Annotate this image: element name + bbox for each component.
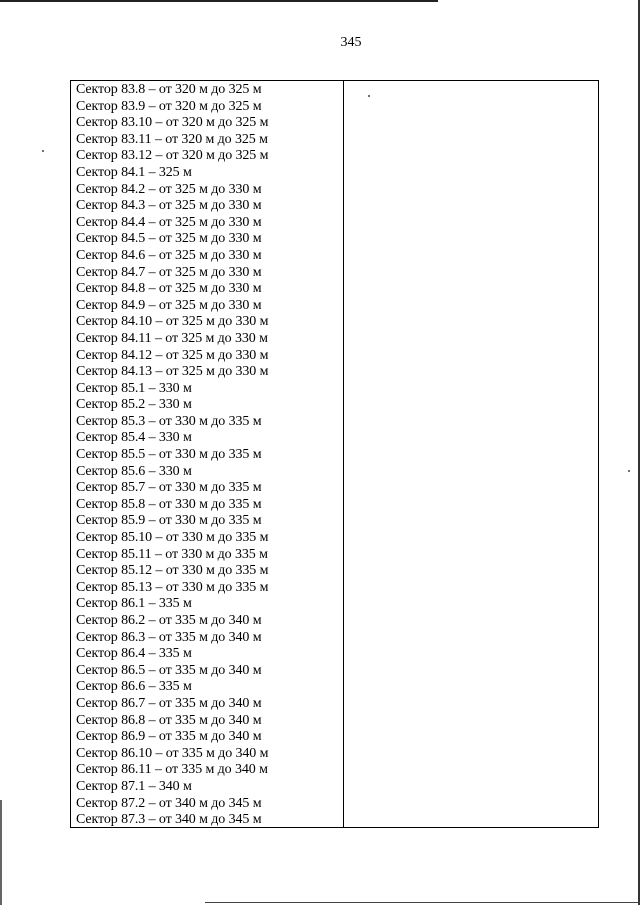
table-row: Сектор 86.5 – от 335 м до 340 м [76, 662, 262, 678]
table-row: Сектор 86.1 – 335 м [76, 596, 192, 612]
table-row: Сектор 85.6 – 330 м [76, 463, 192, 479]
table-row: Сектор 86.2 – от 335 м до 340 м [76, 613, 262, 628]
table-row: Сектор 86.7 – от 335 м до 340 м [76, 695, 262, 711]
table-row: Сектор 86.11 – от 335 м до 340 м [76, 762, 268, 778]
table-row: Сектор 85.5 – от 330 м до 335 м [76, 447, 262, 463]
table-row: Сектор 84.4 – от 325 м до 330 м [76, 214, 262, 230]
table-row: Сектор 85.4 – 330 м [76, 430, 192, 446]
sector-list [71, 82, 343, 829]
table-row: Сектор 84.3 – от 325 м до 330 м [76, 198, 262, 214]
table-row: Сектор 85.9 – от 330 м до 335 м [76, 513, 262, 529]
table-row: Сектор 86.6 – 335 м [76, 679, 192, 695]
page-number: 345 [340, 35, 362, 50]
table-row: Сектор 84.7 – от 325 м до 330 м [76, 264, 262, 280]
table-row: Сектор 84.9 – от 325 м до 330 м [76, 297, 262, 313]
table-row: Сектор 85.2 – 330 м [76, 397, 192, 413]
scan-left-edge [0, 800, 2, 905]
scan-top-edge [0, 0, 438, 2]
scan-speck [42, 150, 44, 152]
table-row: Сектор 84.13 – от 325 м до 330 м [76, 364, 269, 380]
scan-speck [628, 470, 630, 472]
table-row: Сектор 84.2 – от 325 м до 330 м [76, 181, 262, 197]
table-row: Сектор 85.1 – 330 м [76, 380, 192, 396]
table-row: Сектор 86.9 – от 335 м до 340 м [76, 729, 262, 745]
table-row: Сектор 83.8 – от 320 м до 325 м [76, 82, 262, 97]
table-row: Сектор 85.13 – от 330 м до 335 м [76, 579, 269, 595]
scan-speck [368, 95, 370, 97]
table-row: Сектор 84.11 – от 325 м до 330 м [76, 330, 268, 346]
table-row: Сектор 83.12 – от 320 м до 325 м [76, 148, 269, 164]
table-row: Сектор 86.3 – от 335 м до 340 м [76, 629, 262, 645]
scan-bottom-edge [205, 902, 640, 903]
table-row: Сектор 83.9 – от 320 м до 325 м [76, 98, 262, 114]
table-row: Сектор 86.8 – от 335 м до 340 м [76, 712, 262, 728]
table-row: Сектор 83.10 – от 320 м до 325 м [76, 115, 269, 131]
table-row: Сектор 85.11 – от 330 м до 335 м [76, 546, 268, 562]
table-row: Сектор 85.7 – от 330 м до 335 м [76, 480, 262, 496]
table-row: Сектор 84.6 – от 325 м до 330 м [76, 247, 262, 263]
table-row: Сектор 84.10 – от 325 м до 330 м [76, 314, 269, 330]
table-row: Сектор 87.2 – от 340 м до 345 м [76, 795, 262, 811]
table-row: Сектор 85.10 – от 330 м до 335 м [76, 530, 269, 546]
column-divider [343, 81, 344, 827]
table-row: Сектор 84.12 – от 325 м до 330 м [76, 347, 269, 363]
table-row: Сектор 85.3 – от 330 м до 335 м [76, 413, 262, 429]
table-row: Сектор 85.12 – от 330 м до 335 м [76, 563, 269, 579]
table-row: Сектор 86.4 – 335 м [76, 646, 192, 662]
table-row: Сектор 86.10 – от 335 м до 340 м [76, 745, 269, 761]
table-row: Сектор 83.11 – от 320 м до 325 м [76, 131, 268, 147]
table-row: Сектор 87.1 – 340 м [76, 778, 192, 794]
sector-table [70, 80, 599, 828]
table-row: Сектор 84.8 – от 325 м до 330 м [76, 281, 262, 297]
table-row: Сектор 85.8 – от 330 м до 335 м [76, 496, 262, 512]
table-row: Сектор 84.1 – 325 м [76, 164, 192, 180]
table-row: Сектор 87.3 – от 340 м до 345 м [76, 812, 262, 828]
table-row: Сектор 84.5 – от 325 м до 330 м [76, 231, 262, 247]
